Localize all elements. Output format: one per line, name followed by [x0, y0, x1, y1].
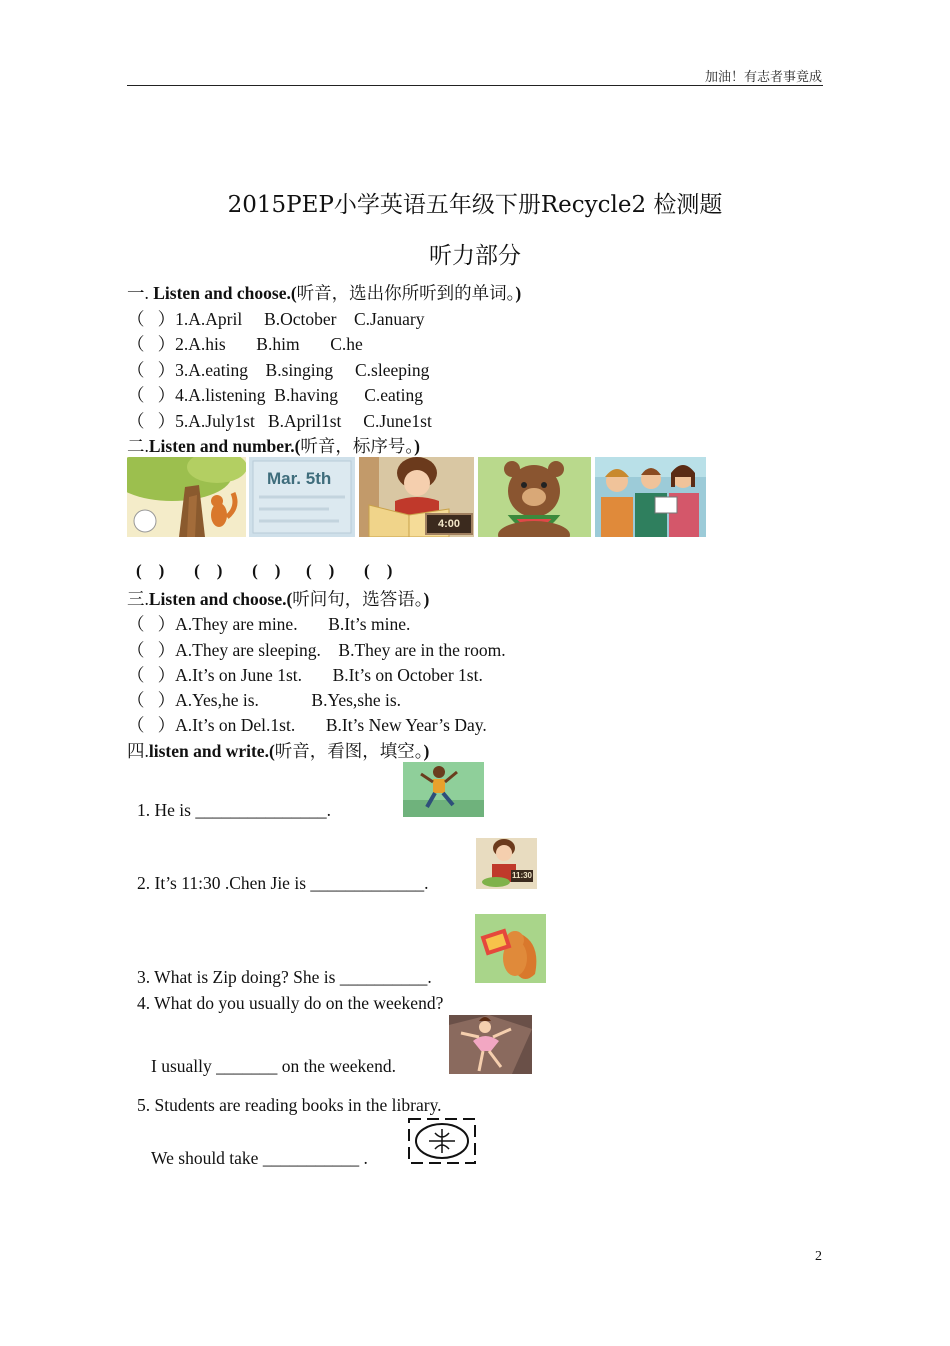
- section3-item-1: （ ）A.They are mine. B.It’s mine.: [127, 614, 411, 634]
- section4-q4: 4. What do you usually do on the weekend?: [137, 993, 444, 1013]
- section1-heading-en: Listen and choose.(: [148, 283, 297, 303]
- picture-bear-watermelon: [478, 457, 591, 537]
- page-subtitle: 听力部分: [429, 243, 521, 269]
- picture-squirrel-reading: [475, 914, 546, 983]
- section4-heading-en: listen and write.(: [148, 741, 275, 761]
- section4-heading-end: ): [423, 741, 430, 761]
- section2-heading: [127, 433, 420, 458]
- section4-heading: [127, 738, 429, 763]
- section3-item-3: （ ）A.It’s on June 1st. B.It’s on October 1st.: [127, 665, 483, 685]
- section1-item-2: （ ）2.A.his B.him C.he: [127, 334, 363, 354]
- section2-heading-en: Listen and number.(: [148, 436, 301, 456]
- section4-q3: 3. What is Zip doing? She is __________.: [137, 967, 432, 987]
- picture-kids-reading: [595, 457, 706, 537]
- section1-heading: [127, 280, 521, 305]
- section3-item-4: （ ）A.Yes,he is. B.Yes,she is.: [127, 690, 402, 710]
- page-number: 2: [815, 1249, 822, 1264]
- header-rule: [127, 85, 823, 86]
- section4-q5: 5. Students are reading books in the library.: [137, 1095, 442, 1115]
- section4-heading-cn: 听音，看图，填空。: [274, 741, 424, 761]
- section2-number: 二.: [127, 436, 149, 456]
- picture-date-card: [249, 457, 355, 537]
- section3-item-2: （ ）A.They are sleeping. B.They are in the room.: [127, 640, 506, 660]
- picture-tree-squirrel: [127, 457, 246, 537]
- section3-heading: [127, 586, 429, 611]
- section2-heading-cn: 听音，标序号。: [300, 436, 415, 456]
- section1-heading-cn: 听音，选出你所听到的单词。: [296, 283, 516, 303]
- section1-item-4: （ ）4.A.listening B.having C.eating: [127, 385, 424, 405]
- section3-heading-end: ): [423, 589, 430, 609]
- picture-boy-dancing: [403, 762, 484, 817]
- section3-item-5: （ ）A.It’s on Del.1st. B.It’s New Year’s Day.: [127, 715, 487, 735]
- clock-time: 4:00: [437, 518, 461, 530]
- section4-q2: 2. It’s 11:30 .Chen Jie is _____________.: [137, 873, 429, 893]
- section1-item-1: （ ）1.A.April B.October C.January: [127, 309, 425, 329]
- section4-q1: 1. He is _______________.: [137, 800, 331, 820]
- clock-icon: [425, 513, 473, 535]
- section2-heading-end: ): [414, 436, 420, 456]
- section4-q4-answer: I usually _______ on the weekend.: [151, 1056, 396, 1076]
- section1-heading-end: ): [515, 283, 522, 303]
- section2-answer-row: ( ) ( ) ( ) ( ) ( ): [136, 561, 393, 580]
- section1-item-3: （ ）3.A.eating B.singing C.sleeping: [127, 360, 430, 380]
- section1-item-5: （ ）5.A.July1st B.April1st C.June1st: [127, 411, 432, 431]
- page-title: 2015PEP小学英语五年级下册Recycle2 检测题: [227, 192, 723, 218]
- section4-number: 四.: [127, 741, 149, 761]
- section1-number: 一.: [127, 283, 149, 303]
- header-motto: 加油！有志者事竟成: [704, 69, 822, 84]
- section3-heading-cn: 听问句，选答语。: [292, 589, 424, 609]
- picture-girl-ballet: [449, 1015, 532, 1074]
- section4-q5-answer: We should take ___________ .: [151, 1148, 368, 1168]
- picture-girl-eating: [476, 838, 537, 889]
- picture-boy-reading: [359, 457, 474, 537]
- small-clock-icon: 11:30: [511, 871, 533, 880]
- section3-heading-en: Listen and choose.(: [148, 589, 293, 609]
- library-sign-icon: [407, 1117, 477, 1165]
- section3-number: 三.: [127, 589, 149, 609]
- date-card-text: Mar. 5th: [267, 469, 332, 488]
